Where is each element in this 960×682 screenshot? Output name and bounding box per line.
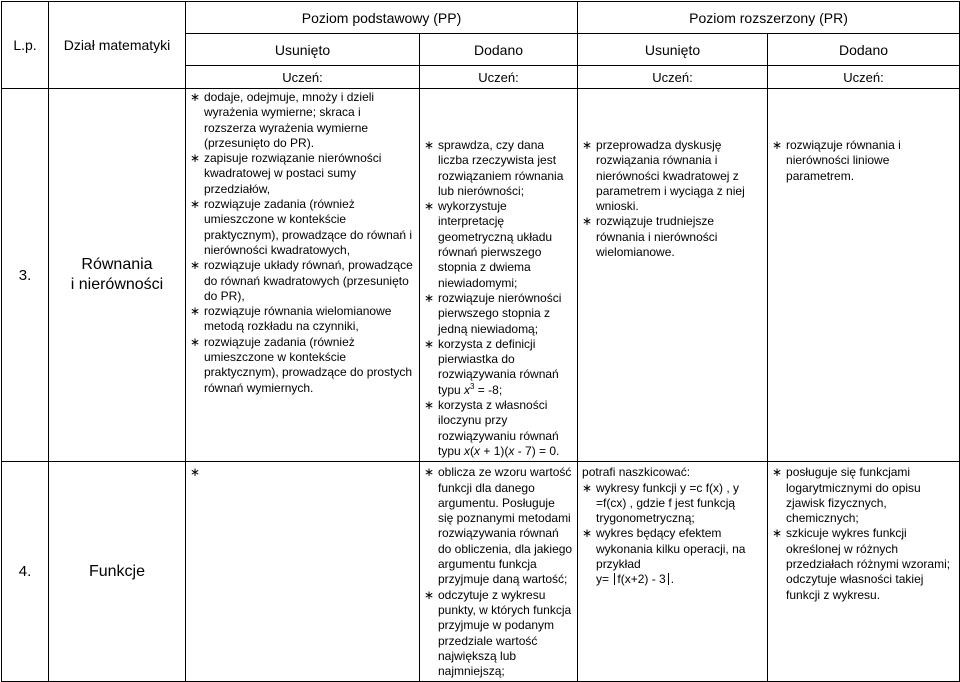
row3-pr-added (768, 89, 960, 462)
abs-bar-left (614, 573, 615, 585)
list-item: ∗ odczytuje z wykresu punkty, w których funkcja przyjmuje w podanym przedziale wartość największą lub najmniejszą; (424, 588, 573, 680)
list-item: ∗ dodaje, odejmuje, mnoży i dzieli wyrażenia wymierne; skraca i rozszerza wyrażenia wymierne (przesunięto do PR). (190, 90, 415, 151)
list-item: ∗ rozwiązuje nierówności pierwszego stopnia z jedną niewiadomą; (424, 291, 573, 337)
header-uczen-3: Uczeń: (578, 66, 768, 89)
section-title-funkcje: Funkcje (49, 462, 186, 682)
list-item-text: korzysta z własności iloczynu przy rozwiązywaniu równań (438, 398, 559, 443)
header-dodano-pp: Dodano (420, 34, 578, 66)
list-item: ∗ rozwiązuje równania wielomianowe metodą rozkładu na czynniki, (190, 304, 415, 335)
row3-pr-removed (578, 89, 768, 462)
list-item: ∗ rozwiązuje zadania (również umieszczone w kontekście praktycznym), prowadzące do prostych równań wymiernych. (190, 335, 415, 396)
header-lp: L.p. (2, 2, 49, 89)
header-pr: Poziom rozszerzony (PR) (578, 2, 960, 34)
list-item: ∗ sprawdza, czy dana liczba rzeczywista jest rozwiązaniem równania lub nierówności; (424, 138, 573, 199)
row-number-3: 3. (2, 89, 49, 462)
list-item: ∗ posługuje się funkcjami logarytmicznymi do opisu zjawisk fizycznych, chemicznych; (772, 465, 955, 526)
header-dzial: Dział matematyki (49, 2, 186, 89)
header-uczen-2: Uczeń: (420, 66, 578, 89)
equation-2: typu x(x + 1)(x - 7) = 0. (438, 443, 560, 458)
list-item: ∗ rozwiązuje trudniejsze równania i nierówności wielomianowe. (582, 214, 763, 260)
list-item: ∗ wykorzystuje interpretację geometryczną układu równań pierwszego stopnia z dwiema niewiadomymi; (424, 199, 573, 291)
list-item: ∗ szkicuje wykres funkcji określonej w różnych przedziałach różnymi wzorami; odczytuje własności takiej funkcji z wykresu. (772, 526, 955, 602)
section-title-rownania (49, 89, 186, 462)
header-usunieto-pp: Usunięto (186, 34, 420, 66)
row3-pp-added (420, 89, 578, 462)
row4-pp-added (420, 462, 578, 682)
header-uczen-4: Uczeń: (768, 66, 960, 89)
curriculum-table (1, 1, 960, 682)
list-item-text: wykres będący efektem wykonania kilku operacji, na przykład (596, 526, 746, 572)
pr-removed-intro: potrafi naszkicować: (582, 465, 691, 480)
section-title-line1: Równania (81, 256, 153, 274)
row4-pr-removed (578, 462, 768, 682)
equation-1: typu $x^3 = -8$; (438, 381, 503, 397)
row4-pr-added (768, 462, 960, 682)
list-item: ∗ rozwiązuje zadania (również umieszczone w kontekście praktycznym), prowadzące do równań i nierówności kwadratowych, (190, 197, 415, 258)
row-number-4: 4. (2, 462, 49, 682)
header-pp: Poziom podstawowy (PP) (186, 2, 578, 34)
list-item: ∗ wykresy funkcji y =c f(x) , y =f(cx) , gdzie f jest funkcją trygonometryczną; (582, 481, 763, 527)
list-item: ∗ zapisuje rozwiązanie nierówności kwadratowej w postaci sumy przedziałów, (190, 151, 415, 197)
list-item: ∗ przeprowadza dyskusję rozwiązania równania i nierówności kwadratowej z parametrem i wyciąga z niej wnioski. (582, 138, 763, 214)
list-item (424, 337, 573, 398)
list-item: ∗ rozwiązuje równania i nierówności liniowe parametrem. (772, 138, 955, 184)
header-usunieto-pr: Usunięto (578, 34, 768, 66)
row3-pp-removed (186, 89, 420, 462)
list-item: ∗ oblicza ze wzoru wartość funkcji dla danego argumentu. Posługuje się poznanymi metodami rozwiązywania równań do obliczenia, dla jakiego argumentu funkcja przyjmuje daną wartość; (424, 465, 573, 587)
header-uczen-1: Uczeń: (186, 66, 420, 89)
list-item-text: korzysta z definicji pierwiastka do rozwiązywania równań (438, 336, 559, 382)
row4-pp-removed (186, 462, 420, 682)
header-dodano-pr: Dodano (768, 34, 960, 66)
list-item: ∗ rozwiązuje układy równań, prowadzące do równań kwadratowych (przesunięto do PR), (190, 258, 415, 304)
abs-bar-right (668, 573, 669, 585)
formula: y= f(x+2) - 3 . (596, 572, 675, 587)
section-title-line2: i nierówności (70, 276, 164, 294)
list-item (582, 526, 763, 587)
list-item (424, 398, 573, 459)
